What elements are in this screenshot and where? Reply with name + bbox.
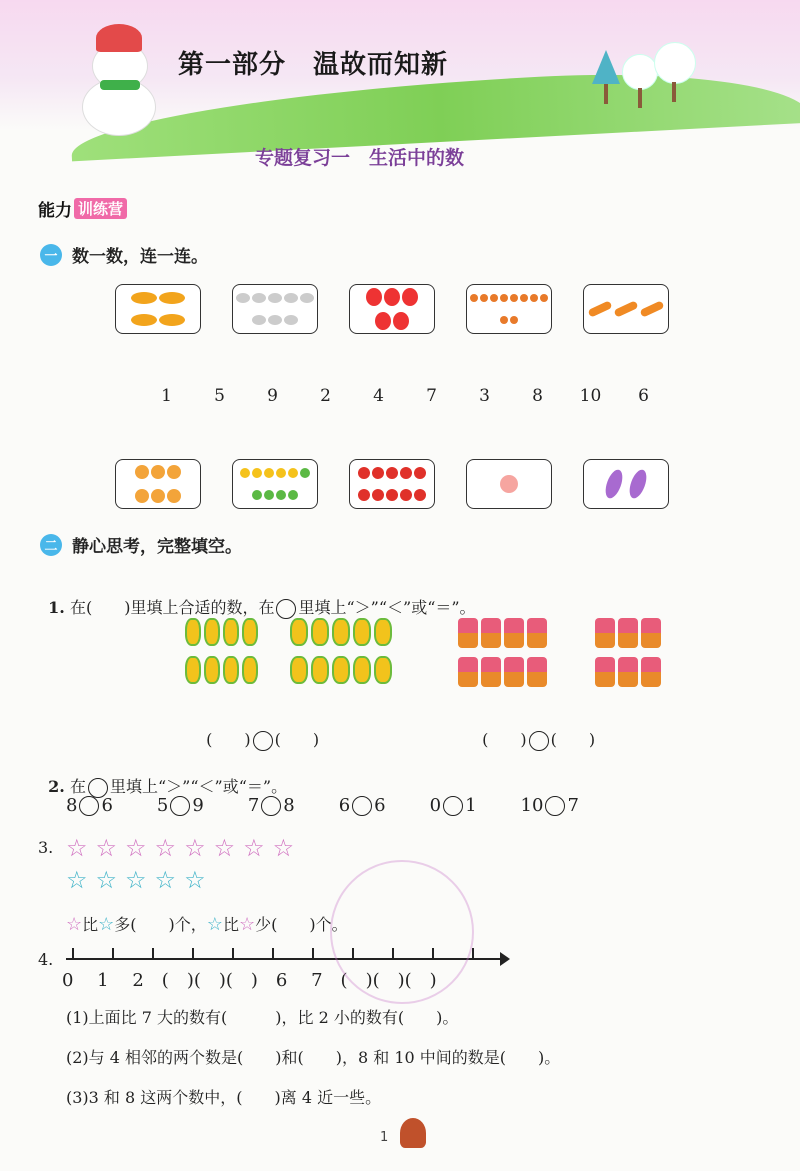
text: 少( )个。 [255,915,348,934]
corn-group-left [185,618,275,690]
teal-star-icon: ☆ [95,866,118,894]
blank[interactable]: ( ) [206,730,251,749]
problem-3-label: 3. [38,838,54,857]
corn-group-right [290,618,402,690]
round-tree-icon [622,54,658,90]
number: 10 [579,386,602,406]
blank[interactable]: ( ) [482,730,527,749]
picture-eggplants[interactable] [583,459,669,509]
pink-star-icon: ☆ [95,834,118,862]
picture-strawberries[interactable] [349,284,435,334]
tree-icon [592,50,620,84]
tick [312,948,314,958]
compare-circle[interactable] [79,796,99,816]
pink-star-icon: ☆ [272,834,295,862]
number-line-labels: 0 1 2 ( )( )( ) 6 7 ( )( )( ) [62,970,437,991]
comparison-item: 5 9 [156,795,204,816]
tick [152,948,154,958]
tick [232,948,234,958]
problem-label: 1. [48,598,65,617]
picture-sunflowers[interactable] [232,459,318,509]
problem-2-text2: 里填上“＞”“＜”或“＝”。 [109,777,288,796]
compare-circle[interactable] [253,731,273,751]
question-2-title: 静心思考，完整填空。 [72,537,242,557]
teal-star-icon: ☆ [125,866,147,894]
question-1-title: 数一数，连一连。 [72,247,208,267]
child-icon [400,1118,426,1148]
number-row [140,386,670,406]
flower-compare [472,708,595,751]
problem-2 [38,755,287,798]
compare-circle[interactable] [276,599,296,619]
tree-trunk [638,88,642,108]
teal-star-icon: ☆ [184,866,206,894]
tree-trunk [604,84,608,104]
comparison-item: 10 7 [520,795,579,816]
tree-trunk [672,82,676,102]
blank[interactable]: ( ) [274,730,320,749]
text: 比 [82,915,99,934]
number: 1 [161,386,172,406]
pink-star-icon: ☆ [213,834,236,862]
number: 3 [479,386,490,406]
number: 4 [373,386,384,406]
pink-star-icon: ☆ [125,834,147,862]
problem-4-label: 4. [38,950,54,969]
number: 6 [638,386,649,406]
comparison-item: 8 6 [66,795,113,816]
tick [112,948,114,958]
teal-star-icon: ☆ [98,914,115,935]
flowerpot-group-right [590,618,665,692]
snowman-scarf [100,80,140,90]
pink-star-icon: ☆ [184,834,206,862]
problem-3-sentence [66,912,348,937]
picture-carrots[interactable] [583,284,669,334]
section-title: 专题复习一 生活中的数 [255,147,465,169]
picture-cherries[interactable] [466,284,552,334]
page-number: 1 [380,1130,389,1145]
comparison-item: 0 1 [429,795,477,816]
problem-2-text: 在 [69,777,86,796]
compare-circle[interactable] [170,796,190,816]
picture-butterflies[interactable] [115,459,201,509]
snowman-hat [96,24,142,52]
compare-circle[interactable] [352,796,372,816]
pink-star-icon: ☆ [66,834,88,862]
pink-star-icon: ☆ [243,834,265,862]
comparison-row [66,795,579,816]
watermark-stamp [330,860,474,1004]
problem-1 [38,576,476,619]
question-number-icon: 二 [40,534,62,556]
round-tree-icon [654,42,696,84]
picture-goldfish[interactable] [115,284,201,334]
badge-left: 能力 [38,200,72,221]
tick [72,948,74,958]
question-2-heading [40,532,242,557]
tick [472,948,474,958]
question-number-icon: 一 [40,244,62,266]
pink-star-row [66,836,294,860]
problem-4-q1: (1)上面比 7 大的数有( )，比 2 小的数有( )。 [66,1008,459,1027]
compare-circle[interactable] [529,731,549,751]
flowerpot-group-left [450,618,555,692]
number: 9 [267,386,278,406]
teal-star-row [66,868,206,892]
problem-1-text: 在( )里填上合适的数，在 [69,598,275,617]
problem-1-text2: 里填上“＞”“＜”或“＝”。 [298,598,476,617]
picture-peach[interactable] [466,459,552,509]
picture-tomatoes[interactable] [349,459,435,509]
tick [192,948,194,958]
problem-4-q3: (3)3 和 8 这两个数中，( )离 4 近一些。 [66,1088,382,1107]
teal-star-icon: ☆ [66,866,88,894]
pink-star-icon: ☆ [238,914,256,935]
tick [272,948,274,958]
picture-lambs[interactable] [232,284,318,334]
arrow-icon [500,952,510,966]
ability-badge [38,196,127,220]
part-title: 第一部分 温故而知新 [178,50,449,80]
compare-circle[interactable] [545,796,565,816]
corn-compare [196,708,319,751]
teal-star-icon: ☆ [206,914,223,935]
pink-star-icon: ☆ [154,834,177,862]
text: 多( )个， [114,915,207,934]
teal-star-icon: ☆ [154,866,177,894]
number: 2 [320,386,331,406]
comparison-item: 7 8 [247,795,295,816]
comparison-item: 6 6 [338,795,386,816]
problem-label: 2. [48,777,65,796]
number: 8 [532,386,543,406]
text: 比 [222,915,239,934]
blank[interactable]: ( ) [550,730,596,749]
problem-4-q2: (2)与 4 相邻的两个数是( )和( )，8 和 10 中间的数是( )。 [66,1048,561,1067]
compare-circle[interactable] [261,796,281,816]
number: 5 [214,386,225,406]
question-1-heading [40,242,208,267]
compare-circle[interactable] [443,796,463,816]
badge-right: 训练营 [74,198,127,219]
number: 7 [426,386,437,406]
pink-star-icon: ☆ [66,914,83,935]
